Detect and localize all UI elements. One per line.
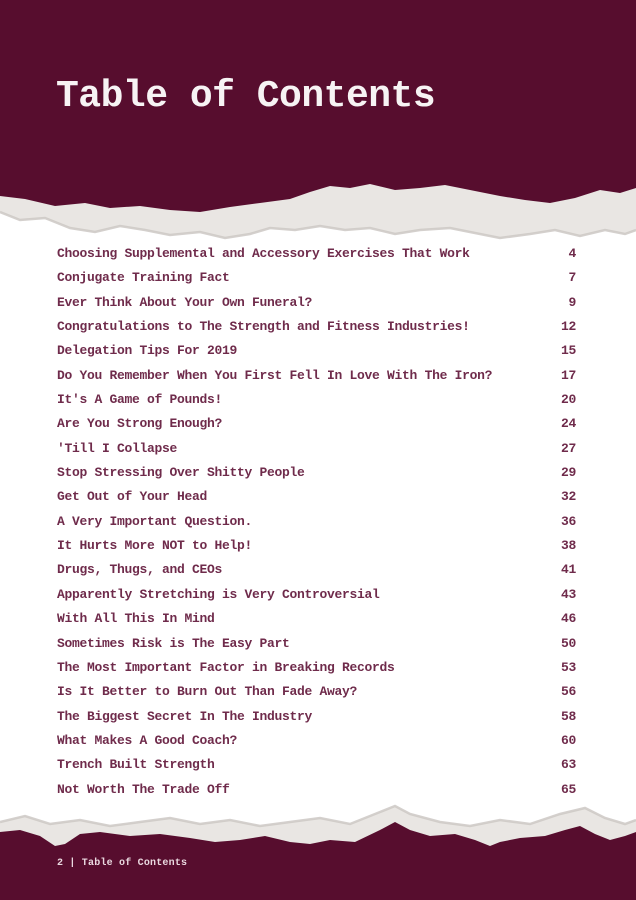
toc-entry-title: Drugs, Thugs, and CEOs — [57, 562, 223, 578]
toc-entry-page: 53 — [560, 659, 576, 675]
toc-entry-page: 63 — [560, 757, 576, 773]
toc-entry — [57, 441, 576, 465]
toc-entry-page: 58 — [560, 708, 576, 724]
toc-entry — [57, 611, 576, 635]
toc-entry-title: The Biggest Secret In The Industry — [57, 708, 313, 724]
toc-entry-title: With All This In Mind — [57, 611, 215, 627]
toc-entry — [57, 538, 576, 562]
toc-entry-page: 43 — [560, 586, 576, 602]
toc-entry — [57, 368, 576, 392]
toc-entry — [57, 684, 576, 708]
toc-entry-page: 60 — [560, 732, 576, 748]
toc-entry-title: What Makes A Good Coach? — [57, 732, 238, 748]
toc-entry-page: 29 — [560, 465, 576, 481]
torn-edge-top — [0, 150, 636, 250]
toc-entry-page: 7 — [568, 270, 576, 286]
toc-entry-title: Get Out of Your Head — [57, 489, 208, 505]
toc-entry-title: Stop Stressing Over Shitty People — [57, 465, 305, 481]
toc-entry-title: It Hurts More NOT to Help! — [57, 538, 253, 554]
torn-edge-bottom — [0, 800, 636, 900]
toc-entry-page: 15 — [560, 343, 576, 359]
toc-entry-page: 41 — [560, 562, 576, 578]
toc-entry — [57, 514, 576, 538]
toc-entry-title: It's A Game of Pounds! — [57, 392, 223, 408]
toc-entry-page: 20 — [560, 392, 576, 408]
toc-entry-page: 9 — [568, 294, 576, 310]
toc-entry — [57, 392, 576, 416]
footer-page-label: 2 | Table of Contents — [57, 858, 188, 869]
toc-entry-title: 'Till I Collapse — [57, 440, 178, 456]
toc-entry — [57, 587, 576, 611]
toc-entry-title: A Very Important Question. — [57, 513, 253, 529]
toc-entry-title: Ever Think About Your Own Funeral? — [57, 294, 313, 310]
toc-entry-title: Not Worth The Trade Off — [57, 781, 230, 797]
toc-entry-title: Apparently Stretching is Very Controversial — [57, 586, 380, 602]
toc-entry-page: 12 — [560, 319, 576, 335]
toc-entry-title: Do You Remember When You First Fell In Love With The Iron? — [57, 367, 493, 383]
toc-entry — [57, 343, 576, 367]
toc-entry-page: 56 — [560, 684, 576, 700]
toc-entry-title: Sometimes Risk is The Easy Part — [57, 635, 290, 651]
toc-entry-title: Choosing Supplemental and Accessory Exercises That Work — [57, 246, 470, 261]
page-title: Table of Contents — [56, 75, 436, 119]
toc-entry — [57, 660, 576, 684]
toc-entry — [57, 416, 576, 440]
toc-entry-title: Is It Better to Burn Out Than Fade Away? — [57, 684, 358, 700]
toc-entry — [57, 319, 576, 343]
toc-entry-page: 27 — [560, 440, 576, 456]
toc-list — [57, 246, 576, 806]
toc-entry-title: Congratulations to The Strength and Fitness Industries! — [57, 319, 470, 335]
toc-entry — [57, 270, 576, 294]
toc-entry — [57, 465, 576, 489]
toc-entry — [57, 295, 576, 319]
toc-entry-page: 17 — [560, 367, 576, 383]
toc-entry-page: 46 — [560, 611, 576, 627]
toc-entry-page: 38 — [560, 538, 576, 554]
toc-entry — [57, 733, 576, 757]
toc-entry-title: Delegation Tips For 2019 — [57, 343, 238, 359]
toc-entry-title: Conjugate Training Fact — [57, 270, 230, 286]
toc-entry-title: Trench Built Strength — [57, 757, 215, 773]
toc-entry-title: Are You Strong Enough? — [57, 416, 223, 432]
toc-entry-page: 36 — [560, 513, 576, 529]
toc-entry — [57, 757, 576, 781]
toc-entry — [57, 709, 576, 733]
toc-entry — [57, 636, 576, 660]
toc-entry — [57, 562, 576, 586]
toc-entry-page: 65 — [560, 781, 576, 797]
toc-entry — [57, 246, 576, 270]
toc-entry-page: 4 — [568, 246, 576, 261]
toc-entry-page: 24 — [560, 416, 576, 432]
toc-entry-title: The Most Important Factor in Breaking Records — [57, 659, 395, 675]
toc-entry-page: 32 — [560, 489, 576, 505]
toc-entry — [57, 489, 576, 513]
toc-entry-page: 50 — [560, 635, 576, 651]
